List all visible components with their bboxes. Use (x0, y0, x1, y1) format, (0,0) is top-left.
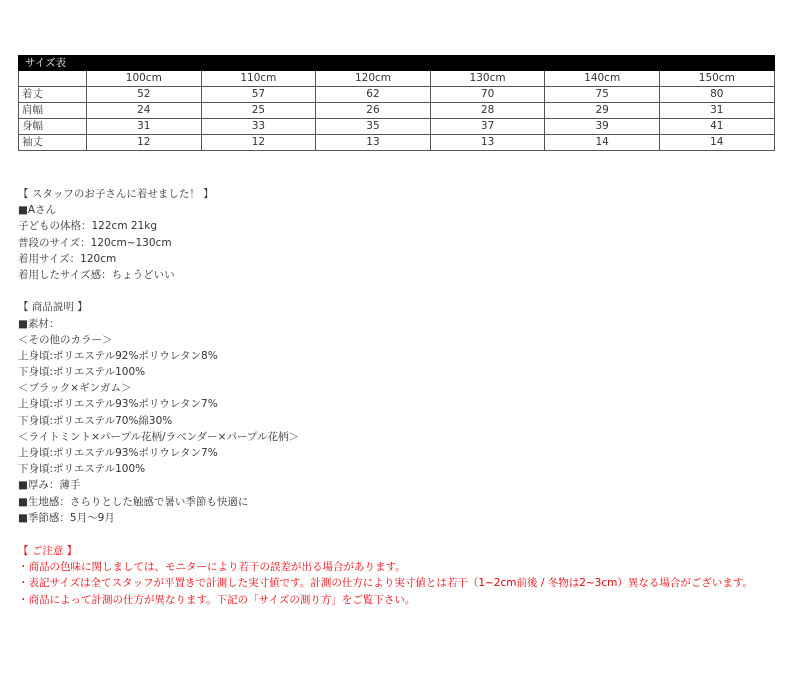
table-cell: 14 (545, 135, 660, 151)
size-table (18, 55, 775, 151)
table-cell: 39 (545, 119, 660, 135)
table-cell: 37 (430, 119, 545, 135)
table-cell: 80 (659, 87, 774, 103)
table-cell: 13 (316, 135, 431, 151)
material-line: 下身頃:ポリエステル100% (18, 463, 146, 476)
staff-model-name: ■Aさん (18, 204, 57, 217)
row-label: 着丈 (19, 87, 87, 103)
table-cell: 31 (87, 119, 202, 135)
material-color-group: ＜その他のカラー＞ (18, 333, 113, 346)
material-color-group: ＜ブラック×ギンガム＞ (18, 382, 132, 395)
material-line: 下身頃:ポリエステル100% (18, 366, 146, 379)
material-line: 上身頃:ポリエステル93%ポリウレタン7% (18, 447, 218, 459)
notes-heading: 【 ご注意 】 (18, 545, 78, 557)
table-cell: 12 (201, 135, 316, 151)
notes-section (18, 543, 783, 608)
staff-child-build: 子どもの体格：122cm 21kg (18, 220, 157, 233)
note-line: ・商品の色味に関しましては、モニターにより若干の誤差が出る場合があります。 (18, 561, 406, 574)
size-table-title: サイズ表 (19, 56, 775, 71)
note-line: ・商品によって計測の仕方が異なります。下記の「サイズの測り方」をご覧下さい。 (18, 593, 416, 606)
material-color-group: ＜ライトミント×パープル花柄/ラベンダー×パープル花柄＞ (18, 430, 300, 443)
size-table-title-row (19, 56, 775, 71)
table-cell: 25 (201, 103, 316, 119)
note-line: ・表記サイズは全てスタッフが平置きで計測した実寸値です。計測の仕方により実寸値とは若干（1~2cm前後 / 冬物は2~3cm）異なる場合がございます。 (18, 577, 754, 590)
table-cell: 26 (316, 103, 431, 119)
size-column-header: 130cm (430, 71, 545, 87)
staff-fit-impression: 着用したサイズ感：ちょうどいい (18, 268, 175, 281)
table-cell: 41 (659, 119, 774, 135)
size-table-header-row (19, 71, 775, 87)
table-row (19, 87, 775, 103)
material-line: 上身頃:ポリエステル93%ポリウレタン7% (18, 398, 218, 411)
size-column-header: 150cm (659, 71, 774, 87)
table-row (19, 135, 775, 151)
table-cell: 12 (87, 135, 202, 151)
size-column-header: 140cm (545, 71, 660, 87)
material-line: 上身頃:ポリエステル92%ポリウレタン8% (18, 349, 218, 362)
table-cell: 75 (545, 87, 660, 103)
table-row (19, 119, 775, 135)
table-cell: 14 (659, 135, 774, 151)
table-cell: 52 (87, 87, 202, 103)
row-label: 身幅 (19, 119, 87, 135)
size-column-header: 120cm (316, 71, 431, 87)
table-cell: 62 (316, 87, 431, 103)
table-cell: 13 (430, 135, 545, 151)
staff-section-heading: 【 スタッフのお子さんに着せました！ 】 (18, 188, 214, 200)
table-cell: 31 (659, 103, 774, 119)
table-cell: 33 (201, 119, 316, 135)
material-line: 下身頃:ポリエステル70%綿30% (18, 414, 173, 427)
size-column-header: 100cm (87, 71, 202, 87)
table-row (19, 103, 775, 119)
material-heading: ■素材： (18, 317, 60, 330)
table-cell: 29 (545, 103, 660, 119)
fabric-feel-line: ■生地感：さらりとした触感で暑い季節も快適に (18, 495, 249, 508)
table-cell: 70 (430, 87, 545, 103)
staff-usual-size: 普段のサイズ：120cm~130cm (18, 236, 172, 249)
product-section-heading: 【 商品説明 】 (18, 301, 88, 314)
row-label: 肩幅 (19, 103, 87, 119)
table-cell: 24 (87, 103, 202, 119)
row-label: 袖丈 (19, 135, 87, 151)
description-section (18, 186, 783, 526)
staff-worn-size: 着用サイズ：120cm (18, 252, 117, 265)
table-cell: 28 (430, 103, 545, 119)
table-cell: 35 (316, 119, 431, 135)
size-column-header: 110cm (201, 71, 316, 87)
table-cell: 57 (201, 87, 316, 103)
season-line: ■季節感：5月～9月 (18, 511, 115, 524)
size-table-corner-cell (19, 71, 87, 87)
thickness-line: ■厚み：薄手 (18, 479, 81, 492)
